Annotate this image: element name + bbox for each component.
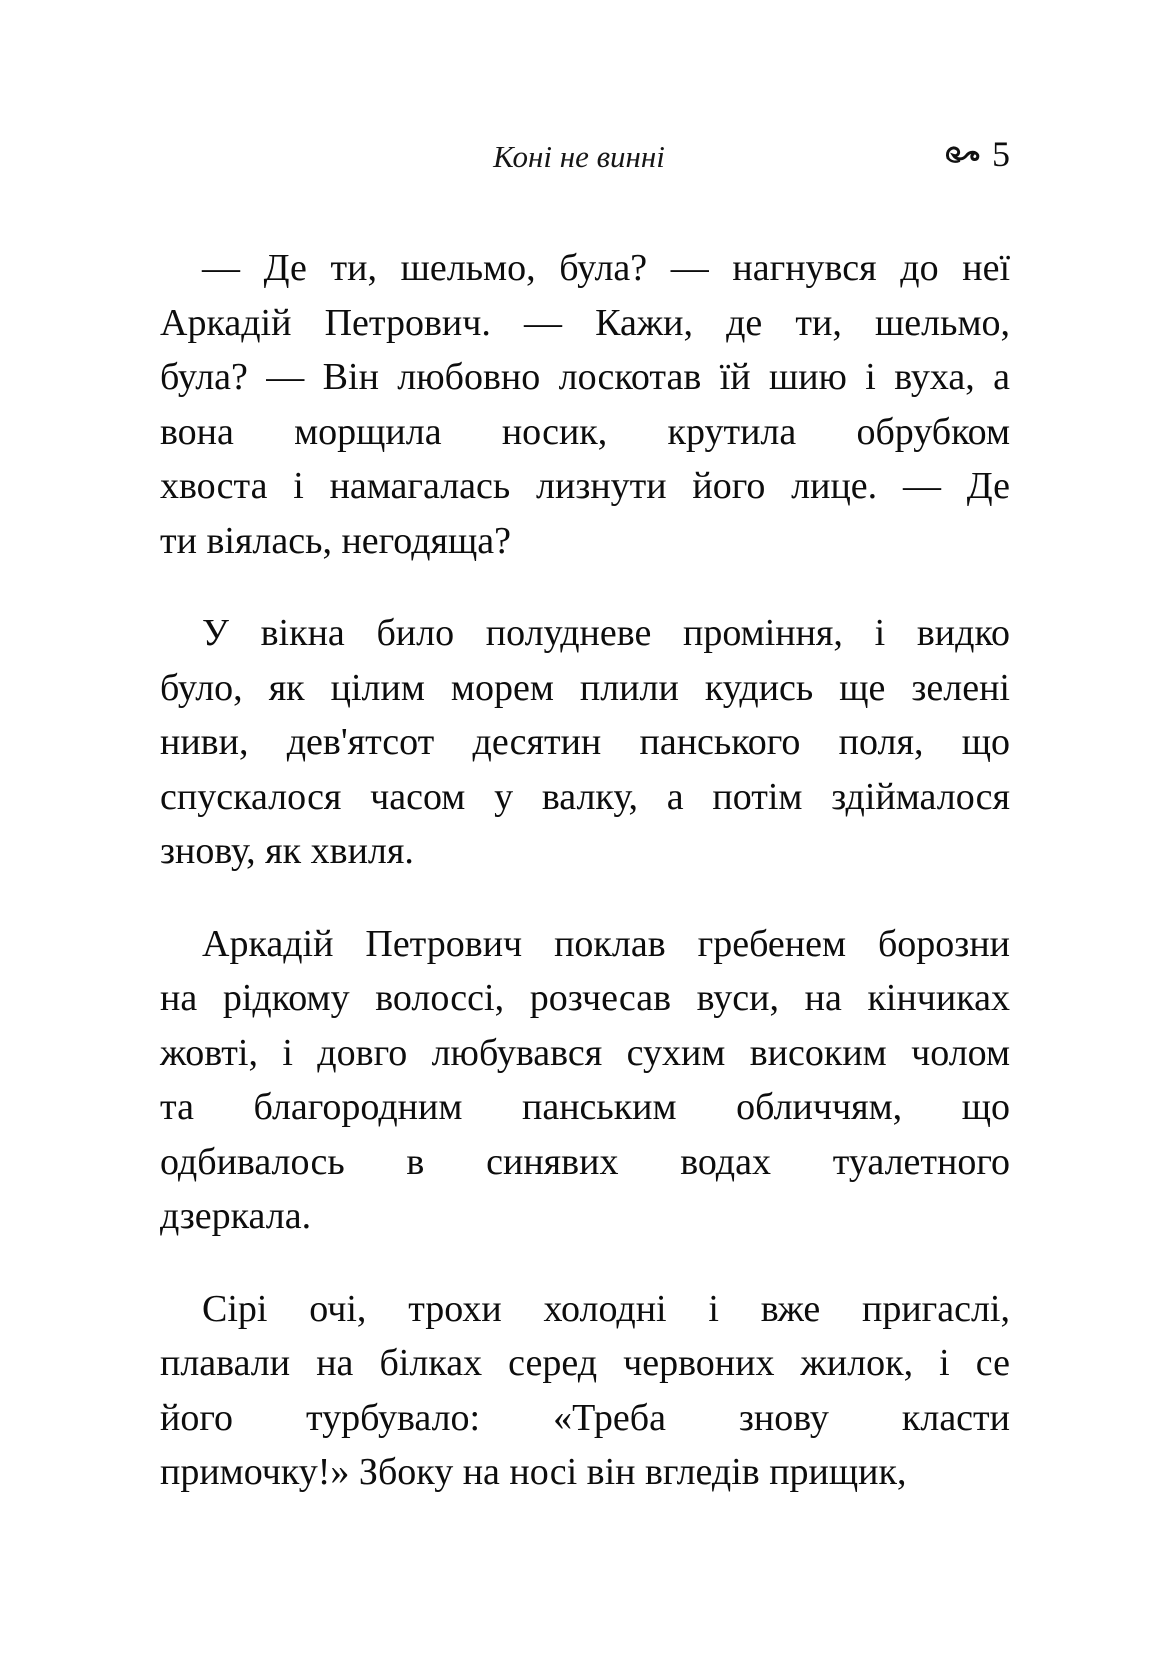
text-block xyxy=(160,241,1010,1538)
fleuron-ornament-icon xyxy=(944,143,981,182)
text-line: була? — Він любовно лоскотав їй шию і вуха, а xyxy=(160,356,1010,398)
paragraph xyxy=(160,1282,1010,1500)
text-line: Аркадій Петрович. — Кажи, де ти, шельмо, xyxy=(160,301,1010,344)
running-header-title: Коні не винні xyxy=(493,139,665,174)
text-line: одбивалось в синявих водах туалетного xyxy=(160,1140,1010,1183)
text-line: та благородним панським обличчям, що xyxy=(160,1086,1010,1128)
text-line: примочку!» Збоку на носі він вгледів прищик, xyxy=(160,1451,907,1493)
page-folio xyxy=(944,136,1010,180)
text-line: було, як цілим морем плили кудись ще зелені xyxy=(160,666,1010,709)
paragraph xyxy=(160,917,1010,1244)
text-line: спускалося часом у валку, а потім здіймалося xyxy=(160,775,1010,818)
text-line: знову, як хвиля. xyxy=(160,830,414,872)
text-line: вона морщила носик, крутила обрубком xyxy=(160,410,1010,453)
text-line: — Де ти, шельмо, була? — нагнувся до неї xyxy=(202,247,1010,289)
text-line: жовті, і довго любувався сухим високим чолом xyxy=(160,1031,1010,1074)
text-line: ниви, дев'ятсот десятин панського поля, що xyxy=(160,721,1010,763)
paragraph xyxy=(160,241,1010,568)
text-line: хвоста і намагалась лизнути його лице. — Де xyxy=(160,465,1010,507)
paragraph xyxy=(160,606,1010,879)
text-line: Сірі очі, трохи холодні і вже пригаслі, xyxy=(202,1287,1010,1330)
page-number: 5 xyxy=(992,134,1010,174)
text-line: ти віялась, негодяща? xyxy=(160,519,511,562)
text-line: плавали на білках серед червоних жилок, і се xyxy=(160,1342,1010,1384)
text-line: Аркадій Петрович поклав гребенем борозни xyxy=(202,922,1010,965)
text-line: дзеркала. xyxy=(160,1195,312,1237)
text-line: на рідкому волоссі, розчесав вуси, на кінчиках xyxy=(160,977,1010,1019)
text-line: його турбувало: «Треба знову класти xyxy=(160,1396,1010,1439)
text-line: У вікна било полудневе проміння, і видко xyxy=(202,612,1010,654)
